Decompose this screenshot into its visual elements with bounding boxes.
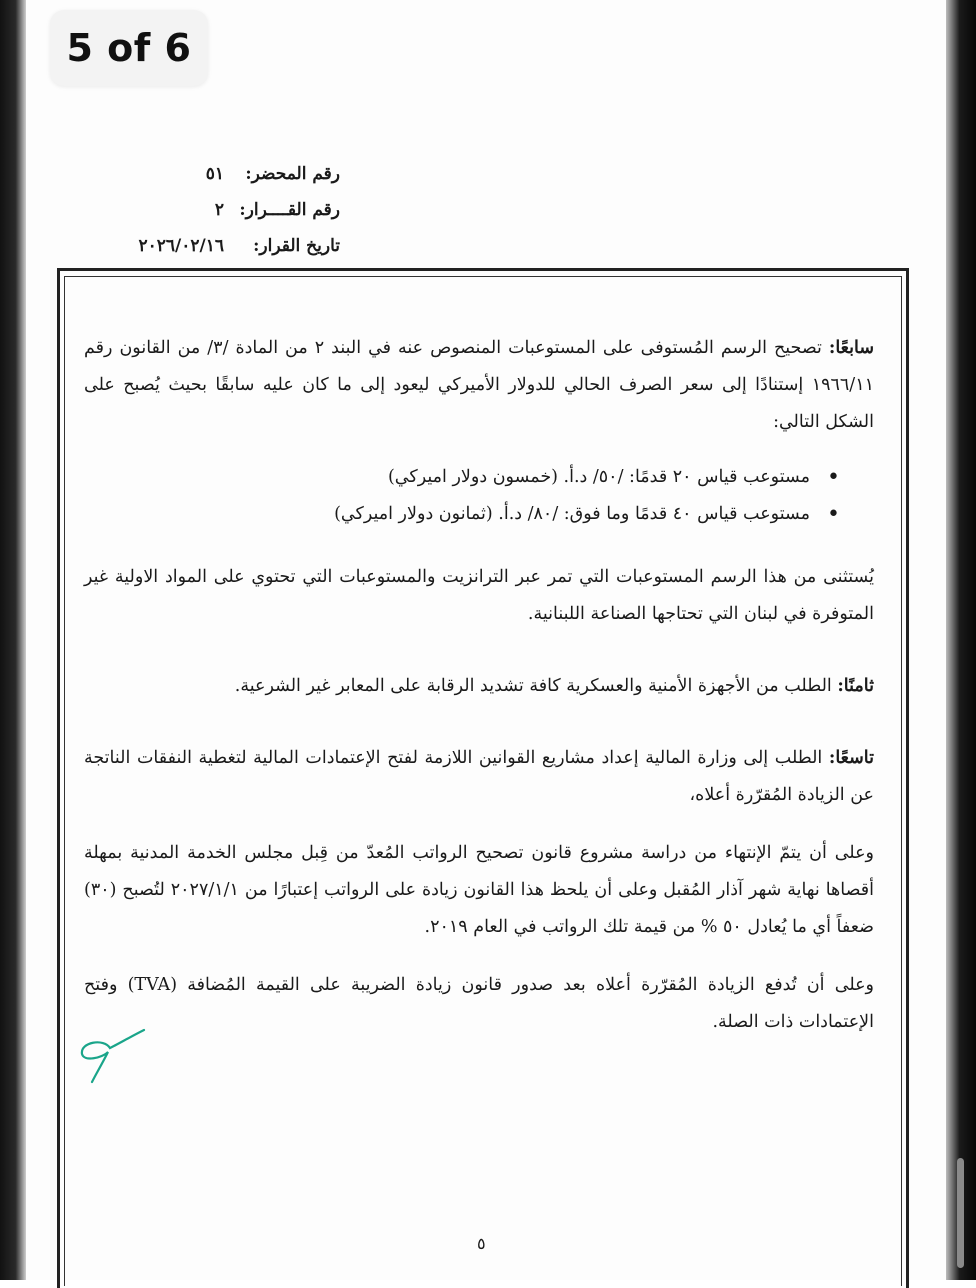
- minutes-number-row: [80, 156, 340, 192]
- decision-date-row: [80, 228, 340, 264]
- decision-body: [84, 330, 874, 1041]
- tva-paragraph: وعلى أن تُدفع الزيادة المُقرّرة أعلاه بعد صدور قانون زيادة الضريبة على القيمة المُضافة (TVA) وفتح الإعتمادات ذات الصلة.: [84, 975, 875, 1032]
- clause-ninth: [84, 740, 874, 814]
- device-bezel-right: [946, 0, 976, 1280]
- decision-date-value: ٢٠٢٦/٠٢/١٦: [138, 236, 224, 256]
- exception-paragraph: يُستثنى من هذا الرسم المستوعبات التي تمر عبر الترانزيت والمستوعبات التي تحتوي على المواد الاولية غير المتوفرة في لبنان التي تحتاجها الصناعة اللبنانية.: [84, 567, 874, 624]
- clause-ninth-lead: تاسعًا:: [828, 748, 874, 768]
- device-bezel-left: [0, 0, 26, 1280]
- container-fees-list: [84, 459, 874, 533]
- page-indicator: 5 of 6: [50, 10, 208, 86]
- clause-eighth-text: الطلب من الأجهزة الأمنية والعسكرية كافة تشديد الرقابة على المعابر غير الشرعية.: [234, 676, 832, 696]
- decision-header: [80, 156, 340, 264]
- minutes-number-label: رقم المحضر:: [245, 164, 340, 184]
- minutes-number-value: ٥١: [205, 164, 224, 184]
- list-item: • مستوعب قياس ٤٠ قدمًا وما فوق: /٨٠/ د.أ. (ثمانون دولار اميركي): [84, 496, 840, 533]
- scrollbar-thumb[interactable]: [957, 1158, 964, 1268]
- signature-mark: [74, 1024, 148, 1086]
- salaries-paragraph: وعلى أن يتمّ الإنتهاء من دراسة مشروع قانون تصحيح الرواتب المُعدّ من قِبل مجلس الخدمة المدنية بمهلة أقصاها نهاية شهر آذار المُقبل وعلى أن يلحظ هذا القانون زيادة على الرواتب إعتبارًا من ٢٠٢٧/١/١ لتُصبح (٣٠) ضعفاً أي ما يُعادل ٥٠ % من قيمة تلك الرواتب في العام ٢٠١٩.: [84, 843, 874, 937]
- clause-seventh-lead: سابعًا:: [828, 338, 874, 358]
- list-item: • مستوعب قياس ٢٠ قدمًا: /٥٠/ د.أ. (خمسون دولار اميركي): [84, 459, 840, 496]
- clause-ninth-text: الطلب إلى وزارة المالية إعداد مشاريع القوانين اللازمة لفتح الإعتمادات المالية لتغطية النفقات الناتجة عن الزيادة المُقرّرة أعلاه،: [84, 748, 874, 805]
- clause-eighth: [84, 668, 874, 705]
- clause-seventh-text: تصحيح الرسم المُستوفى على المستوعبات المنصوص عنه في البند ٢ من المادة /٣/ من القانون رقم ١٩٦٦/١١ إستنادًا إلى سعر الصرف الحالي للدولار الأميركي ليعود إلى ما كان عليه سابقًا بحيث يُصبح على الشكل التالي:: [84, 338, 874, 432]
- decision-number-value: ٢: [214, 200, 224, 220]
- decision-date-label: تاريخ القرار:: [253, 236, 340, 256]
- decision-number-row: [80, 192, 340, 228]
- clause-eighth-lead: ثامنًا:: [837, 676, 874, 696]
- decision-number-label: رقم القــــرار:: [239, 200, 340, 220]
- clause-seventh: [84, 330, 874, 441]
- page-number: ٥: [477, 1234, 486, 1253]
